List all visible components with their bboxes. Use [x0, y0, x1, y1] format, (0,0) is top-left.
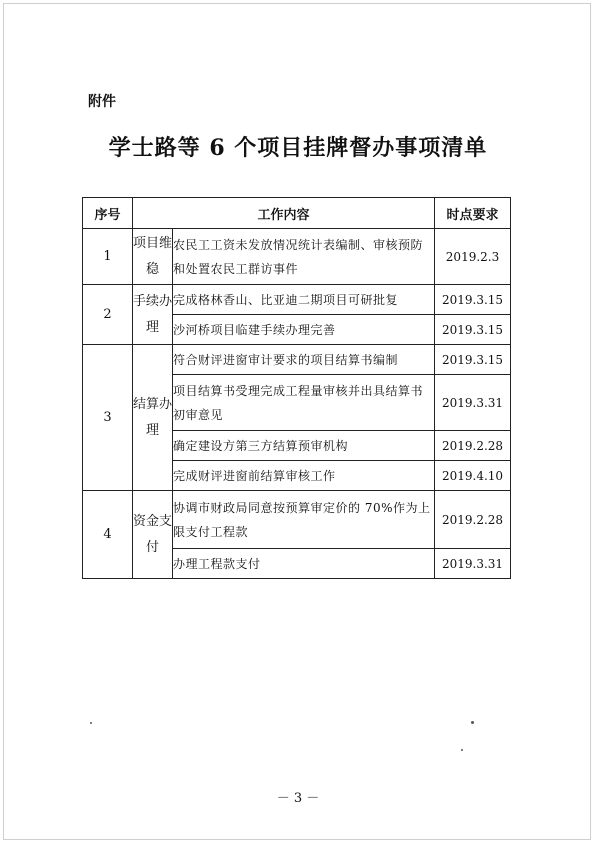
serial-number-cell: 3	[83, 345, 133, 491]
task-content-cell: 符合财评进窗审计要求的项目结算书编制	[173, 345, 435, 375]
task-content-cell: 农民工工资未发放情况统计表编制、审核预防和处置农民工群访事件	[173, 229, 435, 285]
table-row	[83, 285, 511, 315]
task-content-cell: 完成格林香山、比亚迪二期项目可研批复	[173, 285, 435, 315]
attachment-label: 附件	[88, 94, 116, 110]
task-content-cell: 协调市财政局同意按预算审定价的 70%作为上限支付工程款	[173, 491, 435, 549]
deadline-cell: 2019.3.15	[435, 315, 511, 345]
serial-number-cell: 4	[83, 491, 133, 579]
serial-number-cell: 1	[83, 229, 133, 285]
deadline-cell: 2019.3.15	[435, 345, 511, 375]
page-number: － 3 －	[276, 791, 320, 806]
deadline-cell: 2019.3.31	[435, 375, 511, 431]
header-work-content: 工作内容	[133, 198, 435, 229]
task-content-cell: 办理工程款支付	[173, 549, 435, 579]
category-cell: 项目维稳	[133, 229, 173, 285]
category-cell: 结算办理	[133, 345, 173, 491]
category-cell: 资金支付	[133, 491, 173, 579]
table-header-row	[83, 198, 511, 229]
deadline-cell: 2019.3.15	[435, 285, 511, 315]
serial-number-cell: 2	[83, 285, 133, 345]
header-serial-number: 序号	[83, 198, 133, 229]
scan-speck	[471, 721, 474, 724]
deadline-cell: 2019.2.3	[435, 229, 511, 285]
header-deadline: 时点要求	[435, 198, 511, 229]
category-cell: 手续办理	[133, 285, 173, 345]
deadline-cell: 2019.2.28	[435, 431, 511, 461]
deadline-cell: 2019.3.31	[435, 549, 511, 579]
task-content-cell: 完成财评进窗前结算审核工作	[173, 461, 435, 491]
table-row	[83, 229, 511, 285]
task-content-cell: 确定建设方第三方结算预审机构	[173, 431, 435, 461]
task-content-cell: 沙河桥项目临建手续办理完善	[173, 315, 435, 345]
deadline-cell: 2019.2.28	[435, 491, 511, 549]
table-row	[83, 491, 511, 549]
page-title: 学士路等 6 个项目挂牌督办事项清单	[108, 135, 488, 161]
supervision-matters-table	[82, 197, 511, 579]
scan-speck	[461, 749, 463, 751]
deadline-cell: 2019.4.10	[435, 461, 511, 491]
scan-speck	[90, 722, 92, 724]
table-row	[83, 345, 511, 375]
task-content-cell: 项目结算书受理完成工程量审核并出具结算书初审意见	[173, 375, 435, 431]
